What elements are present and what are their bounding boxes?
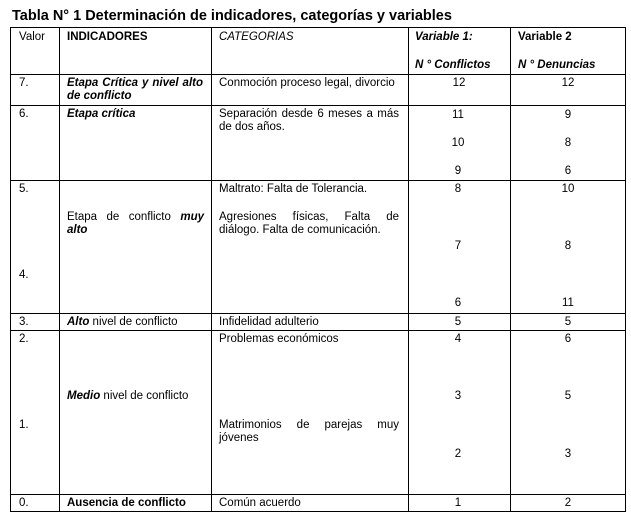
row-divider	[10, 74, 626, 75]
row2-1-denuncias-1: 6	[564, 333, 572, 345]
row2-valor: 2.	[19, 333, 29, 345]
header-variable2: Variable 2	[518, 31, 572, 43]
column-divider-variable1	[510, 27, 511, 512]
row5-4-indicador-emphasis: muy alto	[67, 211, 204, 236]
row6-valor: 6.	[19, 108, 29, 120]
row-divider	[10, 180, 626, 181]
header-variable1-subtitle: N ° Conflictos	[415, 59, 491, 71]
row2-1-indicador	[67, 390, 188, 403]
row7-denuncias: 12	[561, 77, 575, 89]
row2-1-conflictos-2: 3	[454, 390, 462, 402]
header-variable1: Variable 1:	[415, 31, 473, 43]
row0-denuncias: 2	[564, 497, 572, 509]
row5-4-indicador	[67, 211, 204, 237]
row2-1-indicador-text: nivel de conflicto	[100, 390, 189, 402]
row0-valor: 0.	[19, 497, 29, 509]
header-categorias: CATEGORIAS	[219, 31, 294, 43]
row3-indicador-emphasis: Alto	[67, 316, 90, 328]
row2-1-indicador-emphasis: Medio	[67, 390, 101, 402]
row3-valor: 3.	[19, 316, 29, 328]
row0-indicador: Ausencia de conflicto	[67, 497, 186, 509]
row-divider	[10, 330, 626, 331]
row6-denuncias-3: 6	[564, 165, 572, 177]
header-variable2-subtitle: N ° Denuncias	[518, 59, 596, 71]
row5-valor: 5.	[19, 183, 29, 195]
table-border-bottom	[10, 511, 626, 512]
row6-conflictos-3: 9	[454, 165, 462, 177]
row2-categoria: Problemas económicos	[219, 333, 339, 345]
table-border-left	[10, 27, 11, 512]
row4-valor: 4.	[19, 269, 29, 281]
row6-denuncias-1: 9	[564, 109, 572, 121]
row4-categoria: Agresiones físicas, Falta de diálogo. Falta de comunicación.	[219, 211, 399, 236]
row3-indicador	[67, 316, 178, 329]
row0-categoria: Común acuerdo	[219, 497, 301, 509]
row7-categoria: Conmoción proceso legal, divorcio	[219, 77, 395, 89]
column-divider-categorias	[408, 27, 409, 512]
row3-indicador-text: nivel de conflicto	[89, 316, 178, 328]
header-valor: Valor	[19, 31, 45, 43]
row5-4-conflictos-1: 8	[454, 183, 462, 195]
row3-denuncias: 5	[564, 316, 572, 328]
row-divider	[10, 494, 626, 495]
row6-categoria: Separación desde 6 meses a más de dos años.	[219, 108, 399, 133]
row3-categoria: Infidelidad adulterio	[219, 316, 319, 328]
row7-indicador: Etapa Crítica y nivel alto de conflicto	[67, 77, 203, 102]
table-border-top	[10, 27, 626, 28]
column-divider-valor	[59, 27, 60, 512]
row5-4-denuncias-3: 11	[562, 297, 574, 309]
row2-1-denuncias-3: 3	[564, 448, 572, 460]
row-divider	[10, 105, 626, 106]
row6-conflictos-1: 11	[452, 109, 464, 121]
row5-4-conflictos-2: 7	[454, 240, 462, 252]
row7-conflictos: 12	[452, 77, 466, 89]
table-border-right	[625, 27, 626, 512]
column-divider-indicadores	[211, 27, 212, 512]
table-title: Tabla N° 1 Determinación de indicadores, categorías y variables	[12, 8, 452, 24]
row6-conflictos-2: 10	[451, 137, 465, 149]
indicators-table	[10, 27, 626, 512]
row5-4-denuncias-2: 8	[564, 240, 572, 252]
row2-1-denuncias-2: 5	[564, 390, 572, 402]
header-indicadores: INDICADORES	[67, 31, 148, 43]
row3-conflictos: 5	[454, 316, 462, 328]
row1-valor: 1.	[19, 419, 29, 431]
row6-denuncias-2: 8	[564, 137, 572, 149]
row5-4-indicador-text: Etapa de conflicto	[67, 211, 181, 223]
row0-conflictos: 1	[454, 497, 462, 509]
row7-valor: 7.	[19, 77, 29, 89]
row1-categoria: Matrimonios de parejas muy jóvenes	[219, 419, 399, 444]
row2-1-conflictos-3: 2	[454, 448, 462, 460]
row-divider	[10, 313, 626, 314]
row6-indicador: Etapa crítica	[67, 108, 136, 120]
row2-1-conflictos-1: 4	[454, 333, 462, 345]
row5-4-denuncias-1: 10	[561, 183, 575, 195]
row5-4-conflictos-3: 6	[454, 297, 462, 309]
row5-categoria: Maltrato: Falta de Tolerancia.	[219, 183, 368, 195]
